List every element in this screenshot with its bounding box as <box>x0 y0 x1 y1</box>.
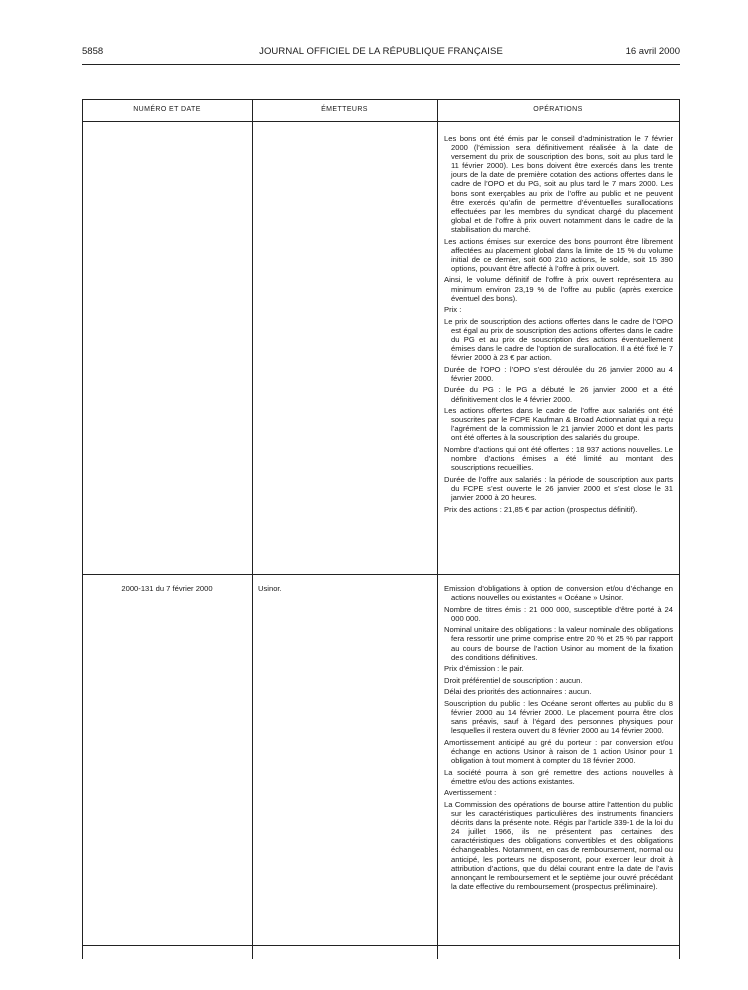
operations-paragraph: Nominal unitaire des obligations : la valeur nominale des obligations fera ressortir une prime comprise entre 20 % et 25 % par rapport au cours de bourse de l’action Usinor au moment de la fixation des conditions définitives. <box>444 625 673 662</box>
operations-paragraph: Les actions offertes dans le cadre de l’offre aux salariés ont été souscrites par le FCPE Kaufman & Broad Actionnariat qui a reçu l’agrément de la commission le 21 janvier 2000 et dont les parts ont été offertes à la souscription des salariés du groupe. <box>444 406 673 443</box>
operations-paragraph: Emission d’obligations à option de conversion et/ou d’échange en actions nouvelles ou existantes « Océane » Usinor. <box>444 584 673 603</box>
operations-subheading: Avertissement : <box>444 788 497 798</box>
operations-paragraph: Durée de l’OPO : l’OPO s’est déroulée du 26 janvier 2000 au 4 février 2000. <box>444 364 673 383</box>
operations-paragraph: Prix des actions : 21,85 € par action (prospectus définitif). <box>444 504 638 514</box>
journal-title: JOURNAL OFFICIEL DE LA RÉPUBLIQUE FRANÇAISE <box>259 46 503 57</box>
operations-paragraph: Le prix de souscription des actions offertes dans le cadre de l’OPO est égal au prix de souscription des actions offertes dans le cadre du PG et au prix de souscription des actions éventuellement émises dans le cadre de l’option de surallocation. Il a été fixé le 7 février 2000 à 23 € par action. <box>444 316 673 363</box>
column-header-issuers: ÉMETTEURS <box>321 106 368 113</box>
column-divider <box>437 99 438 959</box>
operations-paragraph: Souscription du public : les Océane seront offertes au public du 8 février 2000 au 14 février 2000. Le placement pourra être clos sans préavis, sauf à l’égard des personnes physiques pour lesquelles il restera ouvert du 8 février 2000 au 14 février 2000. <box>444 699 673 736</box>
operations-paragraph: La société pourra à son gré remettre des actions nouvelles à émettre et/ou des actions existantes. <box>444 767 673 786</box>
row-issuer: Usinor. <box>258 584 282 593</box>
header-rule <box>82 64 680 65</box>
operations-paragraph: La Commission des opérations de bourse attire l’attention du public sur les caractéristiques particulières des instruments financiers décrits dans la présente note. Régis par l’article 339-1 de la loi du 24 juillet 1966, ils ne présentent pas certaines des caractéristiques des obligations convertibles et des obligations échangeables. Notamment, en cas de remboursement, normal ou anticipé, les porteurs ne disposeront, pour exercer leur droit à attribution d’actions, que du délai courant entre la date de l’avis annonçant le remboursement et le septième jour ouvré précédant la date effective du remboursement (prospectus préliminaire). <box>444 799 673 891</box>
operations-paragraph: Les bons ont été émis par le conseil d’administration le 7 février 2000 (l’émission sera définitivement réalisée à la date de versement du prix de souscription des bons, soit au plus tard le 11 février 2000). Les bons doivent être exercés dans les trente jours de la date de première cotation des actions offertes dans le cadre de l’OPO et du PG, soit au plus tard le 7 mars 2000. Les bons sont exerçables au prix de l’offre au public et ne peuvent être exercés qu’afin de permettre d’éventuelles surallocations effectuées par les membres du syndicat chargé du placement global et de l’offre à prix ouvert notamment dans le cadre de la stabilisation du marché. <box>444 134 673 234</box>
table-row-divider <box>82 945 680 946</box>
table-row <box>444 584 673 893</box>
operations-paragraph: Droit préférentiel de souscription : aucun. <box>444 675 583 685</box>
operations-paragraph: Ainsi, le volume définitif de l’offre à prix ouvert représentera au minimum environ 23,19 % de l’offre au public (après exercice éventuel des bons). <box>444 275 673 303</box>
operations-paragraph: Durée du PG : le PG a débuté le 26 janvier 2000 et a été définitivement clos le 4 février 2000. <box>444 385 673 404</box>
operations-paragraph: Les actions émises sur exercice des bons pourront être librement affectées au placement global dans la limite de 15 % du volume initial de ce dernier, soit 600 210 actions, le solde, soit 15 390 options, pouvant être affecté à l’offre à prix ouvert. <box>444 236 673 273</box>
table-header-divider <box>82 121 680 122</box>
table-row-divider <box>82 574 680 575</box>
column-header-number-date: NUMÉRO ET DATE <box>133 106 201 113</box>
column-divider <box>252 99 253 959</box>
operations-paragraph: Durée de l’offre aux salariés : la période de souscription aux parts du FCPE s’est ouverte le 26 janvier 2000 et s’est close le 31 janvier 2000 à 20 heures. <box>444 474 673 502</box>
column-header-operations: OPÉRATIONS <box>533 106 583 113</box>
page-header <box>82 46 680 60</box>
table-right-border <box>679 99 680 959</box>
operations-paragraph: Nombre de titres émis : 21 000 000, susceptible d’être porté à 24 000 000. <box>444 604 673 623</box>
issue-date: 16 avril 2000 <box>625 46 680 57</box>
operations-table <box>82 99 680 959</box>
operations-paragraph: Nombre d’actions qui ont été offertes : 18 937 actions nouvelles. Le nombre d’actions émises a été limité au montant des souscriptions recueillies. <box>444 445 673 473</box>
operations-paragraph: Délai des priorités des actionnaires : aucun. <box>444 687 592 697</box>
table-left-border <box>82 99 83 959</box>
operations-subheading: Prix : <box>444 305 462 315</box>
row-number-date: 2000-131 du 7 février 2000 <box>121 584 213 593</box>
operations-paragraph: Prix d’émission : le pair. <box>444 664 524 674</box>
page-number: 5858 <box>82 46 104 57</box>
table-row <box>444 134 673 516</box>
operations-paragraph: Amortissement anticipé au gré du porteur : par conversion et/ou échange en actions Usinor à raison de 1 action Usinor pour 1 obligation à tout moment à compter du 18 février 2000. <box>444 737 673 766</box>
